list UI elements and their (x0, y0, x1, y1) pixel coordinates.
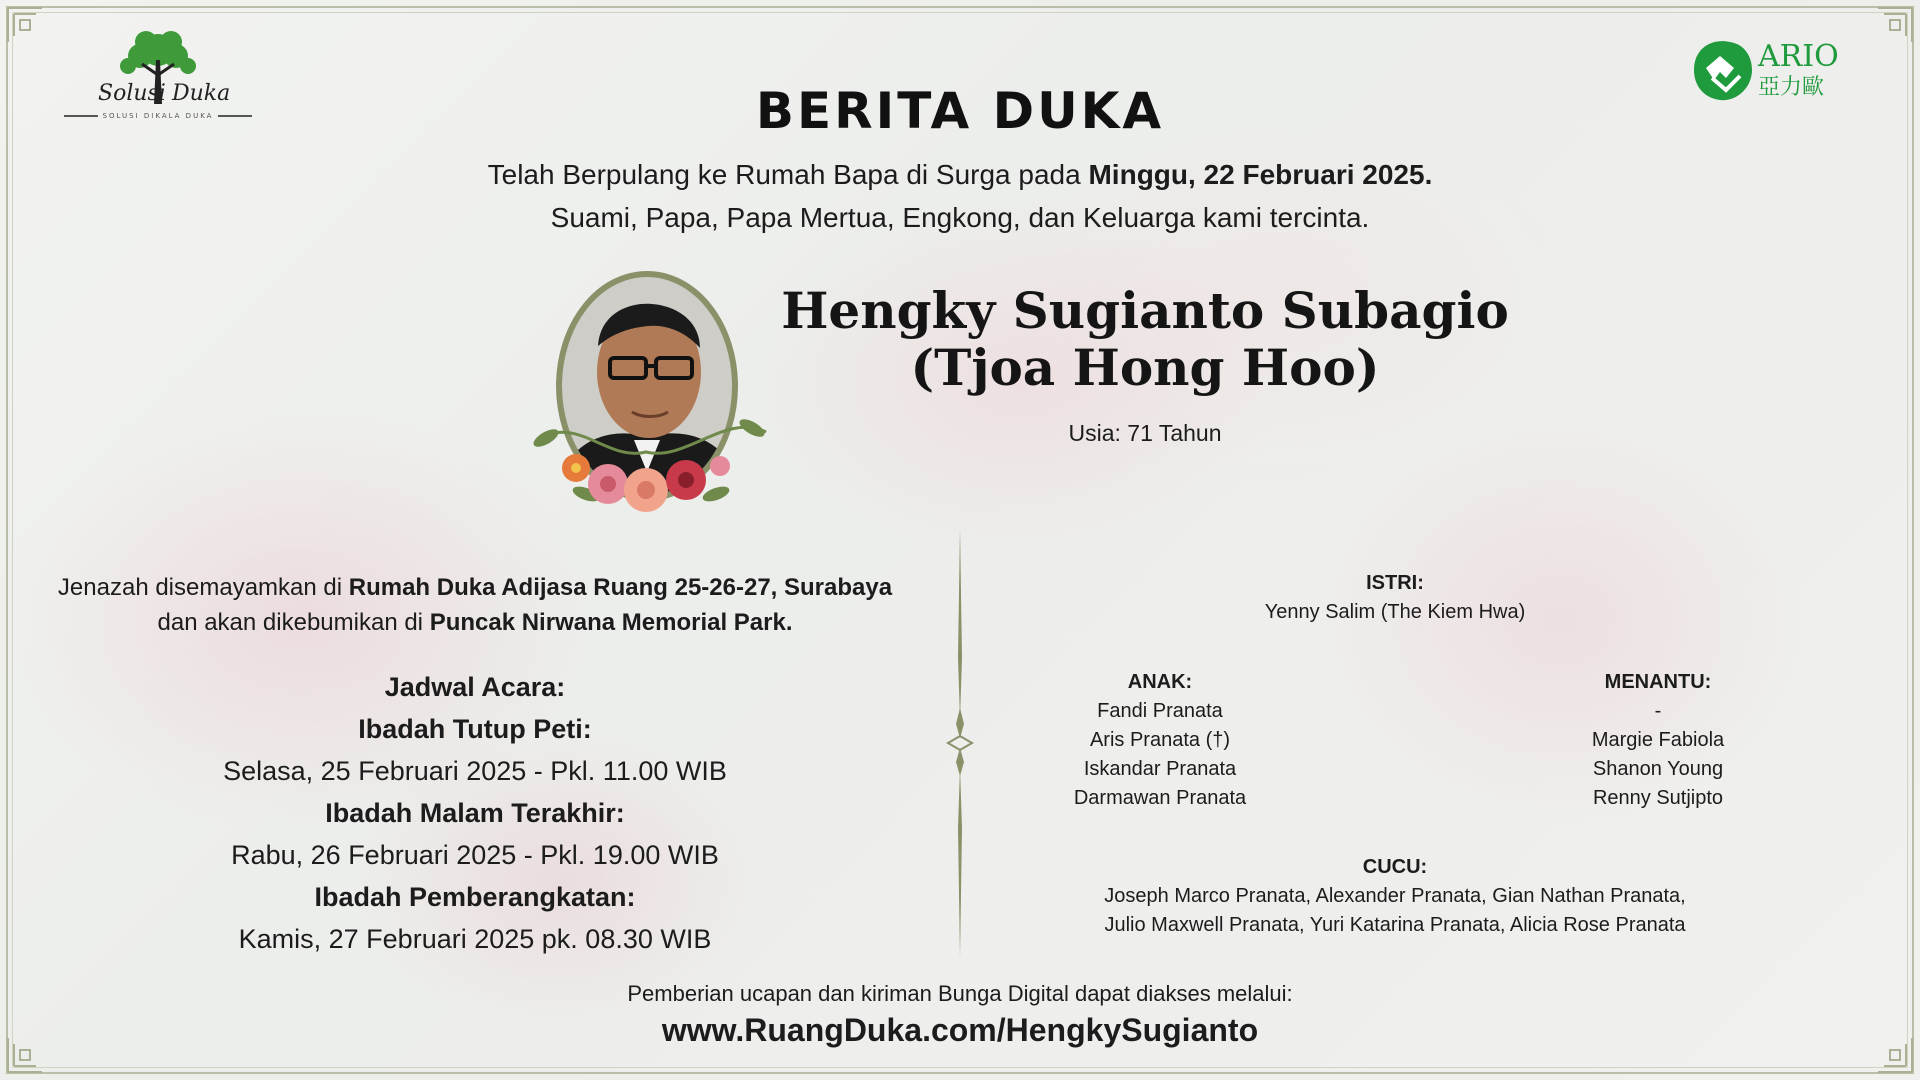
in-law-name: Shanon Young (1592, 758, 1724, 780)
grandchildren-label: CUCU: (1362, 856, 1428, 878)
event-name: Ibadah Malam Terakhir: (325, 798, 625, 828)
deceased-name: Hengky Sugianto Subagio (781, 281, 1509, 340)
event-time: Selasa, 25 Februari 2025 - Pkl. 11.00 WIB (223, 756, 727, 786)
event-time: Kamis, 27 Februari 2025 pk. 08.30 WIB (238, 924, 712, 954)
wife-name: Yenny Salim (The Kiem Hwa) (1264, 601, 1526, 623)
funeral-home: Rumah Duka Adijasa Ruang 25-26-27, Surabaya (348, 574, 893, 601)
svg-text:亞力歐: 亞力歐 (1758, 75, 1825, 100)
child-name: Iskandar Pranata (1083, 758, 1237, 780)
svg-text:Duka: Duka (172, 81, 231, 106)
svg-text:SOLUSI DIKALA DUKA: SOLUSI DIKALA DUKA (102, 112, 214, 120)
family-relation-line: Suami, Papa, Papa Mertua, Engkong, dan Keluarga kami tercinta. (550, 202, 1370, 233)
funeral-home-prefix: Jenazah disemayamkan di (57, 574, 349, 601)
child-name: Aris Pranata (†) (1089, 729, 1231, 751)
grandchildren-line: Julio Maxwell Pranata, Yuri Katarina Pranata, Alicia Rose Pranata (1104, 914, 1686, 936)
event-name: Ibadah Pemberangkatan: (314, 882, 636, 912)
funeral-home-line (20, 570, 930, 605)
schedule-heading: Jadwal Acara: (384, 672, 566, 702)
children-section (1010, 668, 1310, 813)
grandchildren-line: Joseph Marco Pranata, Alexander Pranata, Gian Nathan Pranata, (1104, 885, 1686, 907)
passing-date: Minggu, 22 Februari 2025. (1088, 159, 1433, 190)
burial-line (20, 605, 930, 640)
event-schedule (130, 666, 820, 960)
in-law-name: Renny Sutjipto (1592, 787, 1724, 809)
vertical-divider (945, 528, 975, 958)
deceased-age: Usia: 71 Tahun (1068, 420, 1222, 446)
grandchildren-section (1040, 853, 1750, 940)
corner-ornament-icon (6, 6, 44, 44)
event-time: Rabu, 26 Februari 2025 - Pkl. 19.00 WIB (231, 840, 719, 870)
wife-label: ISTRI: (1366, 572, 1424, 594)
in-law-name: - (1654, 700, 1662, 722)
wife-section (1195, 569, 1595, 627)
funeral-location (20, 570, 930, 640)
memorial-link[interactable]: www.RuangDuka.com/HengkySugianto (661, 1012, 1259, 1048)
svg-text:ARIO: ARIO (1758, 39, 1839, 74)
child-name: Darmawan Pranata (1073, 787, 1247, 809)
corner-ornament-icon (1876, 6, 1914, 44)
digital-flowers-note: Pemberian ucapan dan kiriman Bunga Digital dapat diakses melalui: (627, 981, 1293, 1006)
in-law-name: Margie Fabiola (1591, 729, 1725, 751)
child-name: Fandi Pranata (1097, 700, 1223, 722)
burial-prefix: dan akan dikebumikan di (157, 609, 430, 636)
in-laws-label: MENANTU: (1604, 671, 1712, 693)
deceased-alias: (Tjoa Hong Hoo) (910, 338, 1380, 397)
svg-text:Solusi: Solusi (98, 81, 166, 106)
page-title: BERITA DUKA (755, 82, 1165, 140)
deceased-name-block (745, 282, 1545, 396)
event-name: Ibadah Tutup Peti: (358, 714, 592, 744)
deceased-portrait (516, 262, 778, 532)
passing-text: Telah Berpulang ke Rumah Bapa di Surga pada (487, 159, 1089, 190)
passing-announcement (0, 159, 1920, 191)
children-label: ANAK: (1127, 671, 1193, 693)
in-laws-section (1508, 668, 1808, 813)
burial-place: Puncak Nirwana Memorial Park. (429, 609, 793, 636)
